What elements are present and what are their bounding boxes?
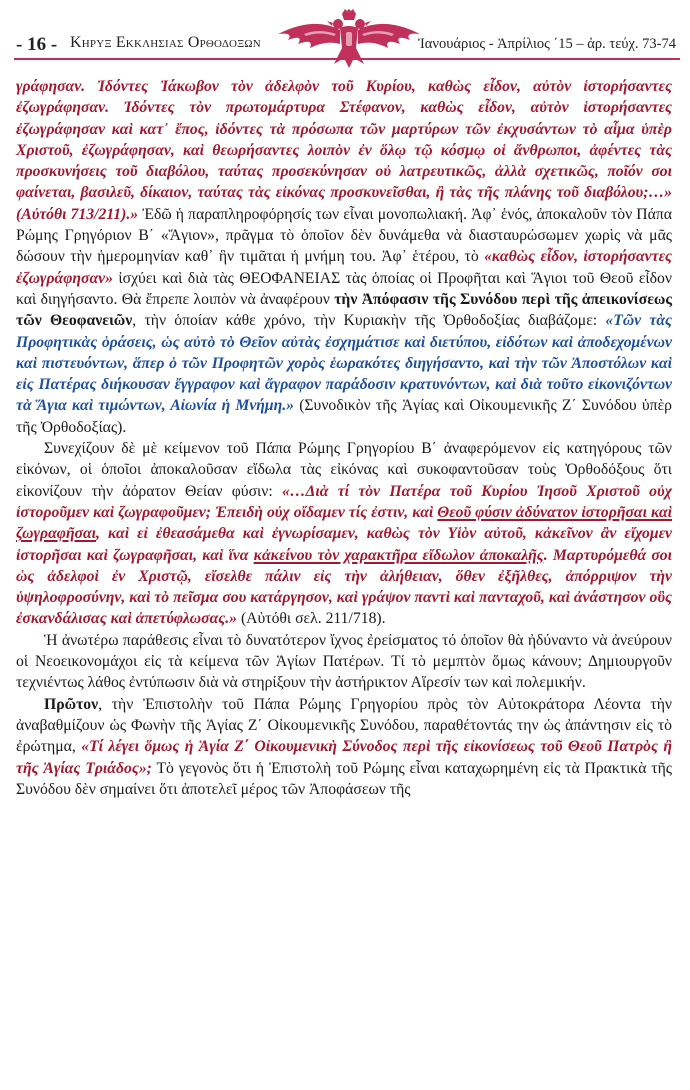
body-text: Ἐδῶ ἡ παραπληροφόρησίς των εἶναι μονοπωλιακή. Ἀφ᾽ ἑνός, ἀποκαλοῦν τὸν Πάπα Ρώμης Γρηγόριον Β΄ «Ἅγιον», πρᾶγμα τὸ ὁποῖον δὲν δυνάμεθα νὰ διασταυρώσωμεν χωρὶς νὰ μᾶς δώσουν τὴν ἡμερομηνίαν καθ᾽ ἣν τιμᾶται ἡ μνήμη του. Ἀφ᾽ ἑτέρου, τὸ — [16, 205, 672, 266]
body-text: Ἡ ἀνωτέρω παράθεσις εἶναι τὸ δυνατότερον ἴχνος ἐρείσματος τό ὁποῖον θὰ ἠδύναντο νὰ ἀνεύρουν οἱ Νεοεικονομάχοι εἰς τὰ κείμενα τῶν Ἁγίων Πατέρων. Τί τὸ μεμπτὸν ὅμως κάνουν; Δημιουργοῦν τεχνιέντως λάθος ἐντύπωσιν διὰ νὰ στηρίξουν τὴν ἀστήρικτον Αἵρεσίν των καὶ πολεμικήν. — [16, 631, 672, 692]
quote-text: , καὶ εἰ ἐθεασάμεθα καὶ ἐγνωρίσαμεν, καθὼς τὸν Υἱὸν αὐτοῦ, κἀκεῖνον ἂν εἴχομεν ἱστορῆσαι καὶ ζωγραφῆσαι, καὶ ἵνα — [16, 525, 672, 564]
header-divider — [14, 58, 680, 60]
bold-text: Πρῶτον — [44, 695, 99, 713]
paragraph-3 — [16, 630, 672, 694]
underlined-quote: Θεοῦ φύσιν ἀδύνατον ἱστορῆσαι καὶ ζωγραφῆσαι — [16, 503, 672, 543]
page-number: - 16 - — [16, 34, 58, 55]
journal-title: Κηρυξ Εκκλησιας Ορθοδοξων — [70, 34, 261, 51]
body-text: (Αὐτόθι σελ. 211/718). — [237, 610, 386, 628]
body-text: , τὴν Ἐπιστολὴν τοῦ Πάπα Ρώμης Γρηγορίου πρὸς τὸν Αὐτοκράτορα Λέοντα τὴν ἀναβαθμίζουν ὡς Φωνὴν τῆς Ἁγίας Ζ΄ Οἰκουμενικῆς Συνόδου, παραθέτοντάς την ὡς ἀπάντησιν εἰς τὸ ἐρώτημα, — [16, 695, 672, 756]
bold-text: τὴν Ἀπόφασιν τῆς Συνόδου περὶ τῆς ἀπεικονίσεως τῶν Θεοφανειῶν — [16, 290, 672, 330]
paragraph-1 — [16, 76, 672, 438]
article-body — [16, 76, 672, 800]
paragraph-2 — [16, 438, 672, 630]
quote-text: . Μαρτυρόμεθά σοι ὡς ἀδελφοὶ ἐν Χριστῷ, εἴσελθε πάλιν εἰς τὴν ἀλήθειαν, ὅθεν ἐξῆλθες, ἀπόρριψον τὴν ὑψηλοφροσύνην, καὶ τὸ πεῖσμα σου κατάργησον, καὶ γράψον παντὶ καὶ πανταχοῦ, καὶ ἀνάστησον οὓς ἐσκανδάλισας καὶ ἀπετύφλωσας.» — [16, 546, 673, 628]
page-header — [6, 20, 686, 56]
quote-text: γράφησαν. Ἰδόντες Ἰάκωβον τὸν ἀδελφὸν τοῦ Κυρίου, καθὼς εἶδον, αὐτὸν ἱστορήσαντες ἐζωγράφησαν. Ἰδόντες τὸν πρωτομάρτυρα Στέφανον, καθὼς εἶδον, αὐτὸν ἱστορήσαντες ἐζωγράφησαν καὶ κατ᾽ ἔπος, ἰδόντες τὰ πρόσωπα τῶν μαρτύρων τῶν ἐκχυσάντων τὸ αἷμα ὑπὲρ Χριστοῦ, ἐζωγράφησαν, καὶ θεωρήσαντες λοιπὸν ἐν ὅλῳ τῷ κόσμῳ οἱ ἄνθρωποι, ἀφέντες τὰς προσκυνήσεις τοῦ διαβόλου, ταύτας προσεκύνησαν οὐ λατρευτικῶς, ἀλλὰ σχετικῶς, ποῖόν σοι φαίνεται, βασιλεῦ, δίκαιον, ταύτας τὰς εἰκόνας προσκυνεῖσθαι, ἢ τὰς τῆς πλάνης τοῦ διαβόλου;…» (Αὐτόθι 713/211).» — [16, 78, 672, 223]
body-text: (Συνοδικὸν τῆς Ἁγίας καὶ Οἰκουμενικῆς Ζ΄ Συνόδου ὑπὲρ τῆς Ὀρθοδοξίας). — [16, 397, 672, 436]
quote-text: «…Διὰ τί τὸν Πατέρα τοῦ Κυρίου Ἰησοῦ Χριστοῦ οὐχ ἱστοροῦμεν καὶ ζωγραφοῦμεν; Ἐπειδὴ οὐχ οἴδαμεν τίς ἐστιν, καὶ — [16, 482, 672, 521]
body-text: ἰσχύει καὶ διὰ τὰς ΘΕΟΦΑΝΕΙΑΣ τὰς ὁποίας οἱ Προφῆται καὶ Ἅγιοι τοῦ Θεοῦ εἶδον καὶ διηγήσαντο. Θὰ ἔπρεπε λοιπὸν νὰ ἀναφέρουν — [16, 269, 672, 308]
issue-info: Ἰανουάριος - Ἀπρίλιος ΄15 – ἀρ. τεύχ. 73-74 — [417, 36, 676, 52]
synodikon-quote: «Τῶν τὰς Προφητικὰς ὁράσεις, ὡς αὐτὸ τὸ Θεῖον αὐτὰς ἐσχημάτισε καὶ διετύπου, εἰδότων καὶ ἀποδεχομένων καὶ πιστευόντων, ἅπερ ὁ τῶν Προφητῶν χορὸς ἑωρακότες διηγήσαντο, καὶ τὴν τῶν Ἀποστόλων καὶ εἰς Πατέρας διήκουσαν ἔγγραφον καὶ ἄγραφον παράδοσιν κρατυνόντων, καὶ διὰ τοῦτο εἰκονιζόντων τὰ Ἅγια καὶ τιμώντων, Αἰωνία ἡ Μνήμη.» — [16, 312, 672, 415]
quote-text: «Τί λέγει ὅμως ἡ Ἁγία Ζ΄ Οἰκουμενικὴ Σύνοδος περὶ τῆς εἰκονίσεως τοῦ Θεοῦ Πατρὸς ἢ τῆς Ἁγίας Τριάδος»; — [16, 738, 672, 777]
double-headed-eagle-icon — [274, 8, 424, 70]
quote-text: «καθὼς εἶδον, ἱστορήσαντες ἐζωγράφησαν» — [16, 248, 672, 287]
body-text: Συνεχίζουν δὲ μὲ κείμενον τοῦ Πάπα Ρώμης Γρηγορίου Β΄ ἀναφερόμενον εἰς κατηγόρους τῶν εἰκόνων, οἱ ὁποῖοι ἀποκαλοῦσαν εἴδωλα τὰς εἰκόνας καὶ συκοφαντοῦσαν τοὺς Ὀρθοδόξους ὅτι εἰκονίζουν τὴν ἀόρατον Θείαν φύσιν: — [16, 440, 672, 500]
body-text: , τὴν ὁποίαν κάθε χρόνο, τὴν Κυριακὴν τῆς Ὀρθοδοξίας διαβάζομε: — [132, 312, 606, 330]
body-text: Τὸ γεγονὸς ὅτι ἡ Ἐπιστολὴ τοῦ Ρώμης εἶναι καταχωρημένη εἰς τὰ Πρακτικὰ τῆς Συνόδου δὲν σημαίνει ὅτι ἀποτελεῖ μέρος τῶν Ἀποφάσεων τῆς — [16, 759, 672, 798]
underlined-quote: κἀκείνου τὸν χαρακτῆρα εἴδωλον ἀποκαλῇς — [253, 546, 544, 564]
paragraph-4 — [16, 694, 672, 800]
